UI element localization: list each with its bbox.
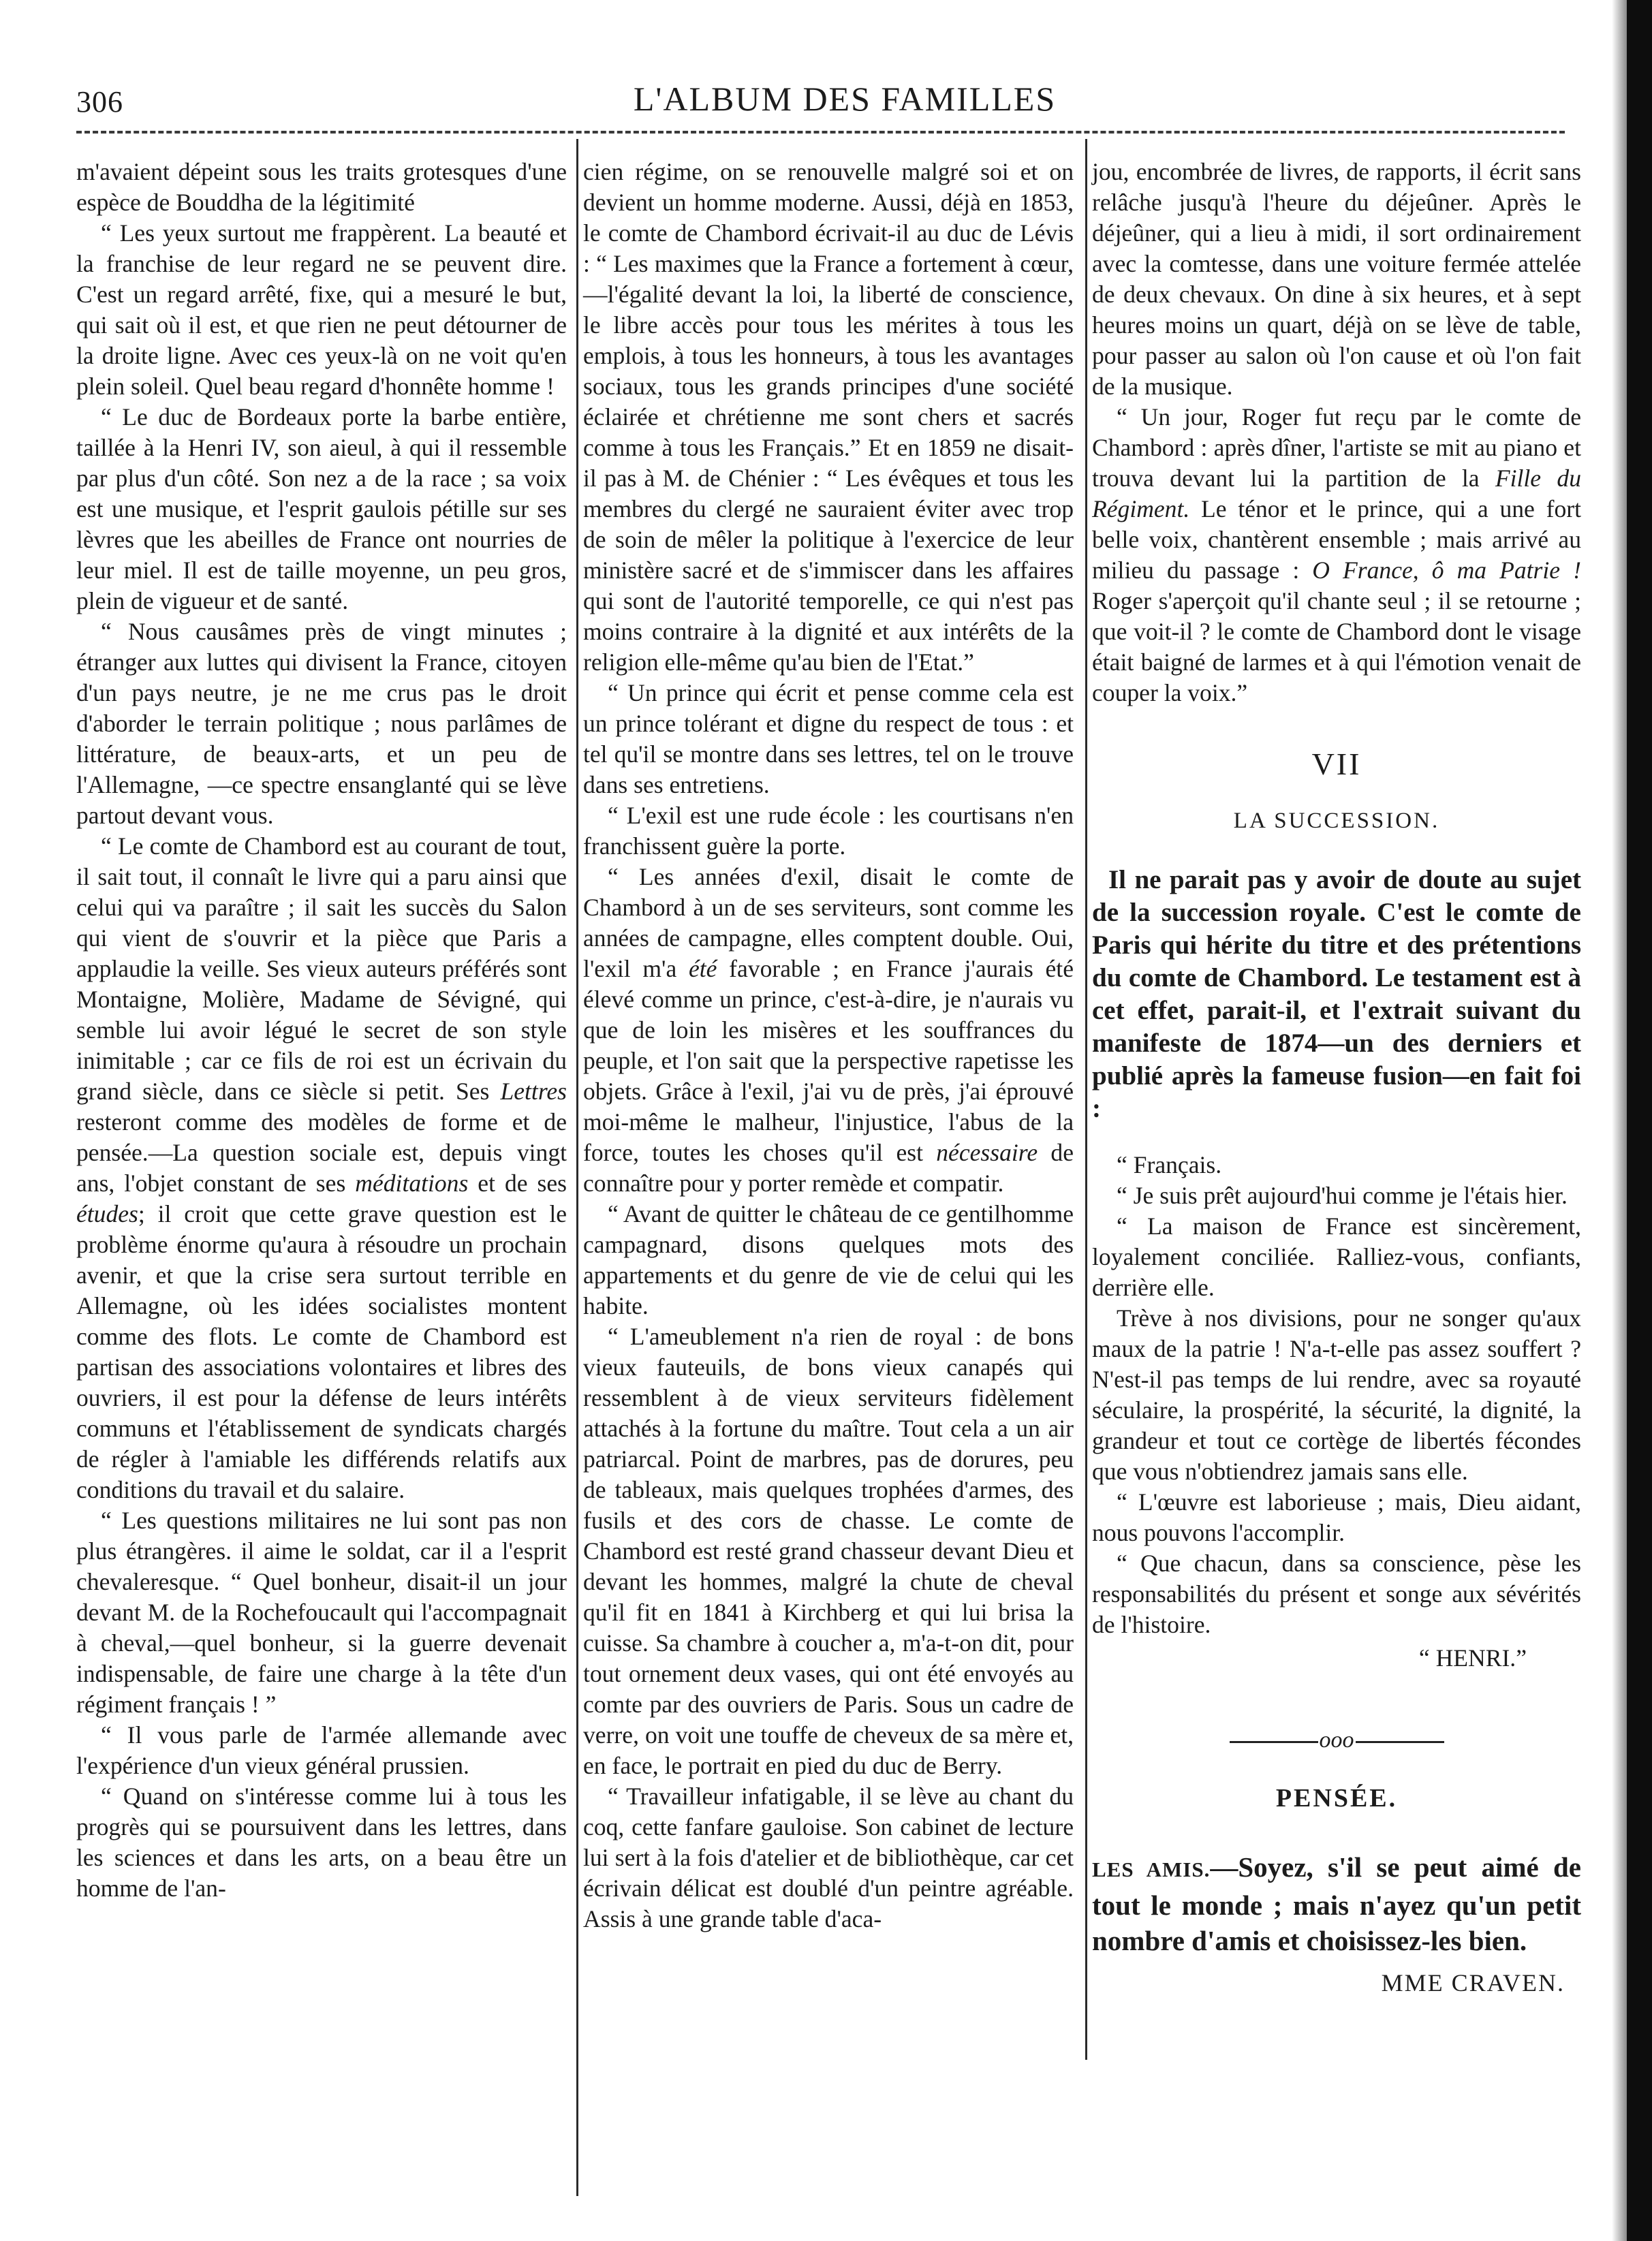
paragraph: “ Un prince qui écrit et pense comme cela est un prince tolérant et digne du respect de tous : et tel qu'il se montre dans ses lettres, tel on le trouve dans ses entretiens. <box>583 679 1074 798</box>
text-run: et de ses <box>478 1170 567 1197</box>
paragraph: “ L'ameublement n'a rien de royal : de bons vieux fauteuils, de bons vieux canapés qui ressemblent à de vieux serviteurs fidèlement attachés à la fortune du maître. Tout cela a un air patriarcal. Point de marbres, pas de dorures, peu de tableaux, mais quelques trophées d'armes, des fusils et des cors de chasse. Le comte de Chambord est resté grand chasseur devant Dieu et devant les hommes, malgré la chute de cheval qu'il fit en 1841 à Kirchberg et qui lui brisa la cuisse. Sa chambre à coucher a, m'a-t-on dit, pour tout ornement deux vases, qui ont été envoyés au comte par des ouvriers de Paris. Sous un cadre de verre, on voit une touffe de cheveux de sa mère et, en face, le portrait en pied du duc de Berry. <box>583 1323 1074 1779</box>
page-number: 306 <box>76 85 123 119</box>
separator-line <box>1230 1741 1318 1743</box>
paragraph <box>583 862 1074 1199</box>
italic-text: nécessaire <box>936 1139 1038 1166</box>
header-rule <box>76 131 1565 134</box>
paragraph: “ Il vous parle de l'armée allemande avec l'expérience d'un vieux général prussien. <box>76 1721 567 1779</box>
italic-text: été <box>688 955 717 982</box>
paragraph: jou, encombrée de livres, de rapports, il écrit sans relâche jusqu'à l'heure du déjeûner. Après le déjeûner, qui a lieu à midi, il sort ordinairement avec la comtesse, dans une voiture fermée attelée de deux chevaux. On dine à six heures, et à sept heures moins un quart, déjà on se lève de table, pour passer au salon où l'on cause et où l'on fait de la musique. <box>1092 158 1581 400</box>
italic-text: Lettres <box>500 1078 567 1105</box>
paragraph: “ Quand on s'intéresse comme lui à tous les progrès qui se poursuivent dans les lettres, dans les sciences et dans les arts, on a beau être un homme de l'an- <box>76 1783 567 1902</box>
paragraph: “ Avant de quitter le château de ce gentilhomme campagnard, disons quelques mots des appartements et du genre de vie de celui qui les habite. <box>583 1200 1074 1319</box>
text-run: “ Les années d'exil, disait le comte de Chambord à un de ses serviteurs, sont comme les années de campagne, elles comptent double. Oui, l'exil m'a <box>583 863 1074 982</box>
pensee-author: MME CRAVEN. <box>1381 1969 1565 1996</box>
paragraph: “ Le duc de Bordeaux porte la barbe entière, taillée à la Henri IV, son aieul, à qui il ressemble par plus d'un côté. Son nez a de la race ; sa voix est une musique, et l'esprit gaulois pétille sur ses lèvres que les abeilles de France ont nourries de leur miel. Il est de taille moyenne, un peu gros, plein de vigueur et de santé. <box>76 403 567 614</box>
paragraph: “ Travailleur infatigable, il se lève au chant du coq, cette fanfare gauloise. Son cabinet de lecture lui sert à la fois d'atelier et de bibliothèque, car cet écrivain délicat est doublé d'un peintre agréable. Assis à une grande table d'aca- <box>583 1783 1074 1932</box>
binding-edge <box>1627 0 1652 2241</box>
quote-paragraph: “ La maison de France est sincèrement, loyalement conciliée. Ralliez-vous, confiants, derrière elle. <box>1092 1212 1581 1301</box>
separator <box>1092 1727 1581 1754</box>
pensee-text <box>1092 1849 1581 1958</box>
italic-text: Fille du Régiment. <box>1092 465 1581 522</box>
paragraph: cien régime, on se renouvelle malgré soi et on devient un homme moderne. Aussi, déjà en 1853, le comte de Chambord écrivait-il au duc de Lévis : “ Les maximes que la France a fortement à cœur,—l'égalité devant la loi, la liberté de conscience, le libre accès pour tous les mérites à tous les emplois, à tous les honneurs, à tous les avantages sociaux, tous les grands principes d'une société éclairée et chrétienne me sont chers et sacrés comme à tous les Français.” Et en 1859 ne disait-il pas à M. de Chénier : “ Les évêques et tous les membres du clergé ne sauraient éviter avec trop de soin de mêler la politique à l'exercice de leur ministère sacré et de s'immiscer dans les affaires qui sont de l'autorité temporelle, ce qui n'est pas moins contraire à la dignité et aux intérêts de la religion elle-même qu'au bien de l'Etat.” <box>583 158 1074 676</box>
running-title: L'ALBUM DES FAMILLES <box>633 80 1057 118</box>
text-run: Roger s'aperçoit qu'il chante seul ; il se retourne ; que voit-il ? le comte de Chambord dont le visage était baigné de larmes et à qui l'émotion venait de couper la voix.” <box>1092 587 1581 706</box>
italic-text: O France, ô ma Patrie ! <box>1312 557 1581 584</box>
column-2 <box>583 157 1074 1934</box>
paragraph <box>76 831 567 1505</box>
quote-paragraph: Trève à nos divisions, pour ne songer qu'aux maux de la patrie ! N'a-t-elle pas assez souffert ? N'est-il pas temps de lui rendre, avec sa royauté séculaire, la prospérité, la sécurité, la dignité, la grandeur et tout ce cortège de libertés fécondes que vous n'obtiendrez jamais sans elle. <box>1092 1304 1581 1485</box>
signature: “ HENRI.” <box>1418 1644 1527 1672</box>
section-number: VII <box>1311 747 1362 781</box>
paragraph: “ Les yeux surtout me frappèrent. La beauté et la franchise de leur regard ne se peuvent dire. C'est un regard arrêté, fixe, qui a mesuré le but, qui sait où il est, et que rien ne peut détourner de la droite ligne. Avec ces yeux-là on ne voit qu'en plein soleil. Quel beau regard d'honnête homme ! <box>76 219 567 400</box>
column-3 <box>1092 157 1581 1999</box>
separator-line <box>1356 1741 1444 1743</box>
text-run: “ Un jour, Roger fut reçu par le comte de Chambord : après dîner, l'artiste se mit au piano et trouva devant lui la partition de la <box>1092 403 1581 492</box>
quote-paragraph: “ L'œuvre est laborieuse ; mais, Dieu aidant, nous pouvons l'accomplir. <box>1092 1488 1581 1546</box>
pensee-title: PENSÉE. <box>1275 1784 1398 1813</box>
column-rule-right <box>1085 139 1087 2060</box>
text-run: “ Le comte de Chambord est au courant de tout, il sait tout, il connaît le livre qui a paru ainsi que celui qui va paraître ; il sait les succès du Salon qui vient de s'ouvrir et la pièce que Paris a applaudie la veille. Ses vieux auteurs préférés sont Montaigne, Molière, Madame de Sévigné, qui semble lui avoir légué le secret de son style inimitable ; car ce fils de roi est un écrivain du grand siècle, dans ce siècle si petit. Ses <box>76 832 567 1105</box>
text-run: favorable ; en France j'aurais été élevé comme un prince, c'est-à-dire, je n'aurais vu que de loin les misères et les souffrances du peuple, et l'on sait que la perspective rapetisse les objets. Grâce à l'exil, j'ai vu de près, j'ai éprouvé moi-même le malheur, l'injustice, l'abus de la force, toutes les choses qu'il est <box>583 955 1074 1166</box>
paragraph: “ Les questions militaires ne lui sont pas non plus étrangères. il aime le soldat, car il a l'esprit chevaleresque. “ Quel bonheur, disait-il un jour devant M. de la Rochefoucault qui l'accompagnait à cheval,—quel bonheur, si la guerre devenait indispensable, de faire une charge à la tête d'un régiment français ! ” <box>76 1507 567 1718</box>
quote-paragraph: “ Français. <box>1117 1151 1222 1178</box>
italic-text: études <box>76 1200 138 1227</box>
binding-shadow <box>1612 0 1627 2241</box>
italic-text: méditations <box>355 1170 469 1197</box>
paragraph: “ L'exil est une rude école : les courtisans n'en franchissent guère la porte. <box>583 802 1074 860</box>
column-rule-left <box>576 139 578 2196</box>
separator-ornament: ooo <box>1319 1727 1354 1753</box>
paragraph: m'avaient dépeint sous les traits grotesques d'une espèce de Bouddha de la légitimité <box>76 158 567 216</box>
text-run: ; il croit que cette grave question est le problème énorme qu'aura à résoudre un prochain avenir, et que la crise sera surtout terrible en Allemagne, où les idées socialistes montent comme des flots. Le comte de Chambord est partisan des associations volontaires et libres des ouvriers, il est pour la défense de leurs intérêts communs et l'établissement de syndicats chargés de régler à l'amiable les différends relatifs aux conditions du travail et du salaire. <box>76 1200 567 1503</box>
paragraph: “ Nous causâmes près de vingt minutes ; étranger aux luttes qui divisent la France, citoyen d'un pays neutre, je ne me crus pas le droit d'aborder le terrain politique ; nous parlâmes de littérature, de beaux-arts, et un peu de l'Allemagne, —ce spectre ensanglanté qui se lève partout devant vous. <box>76 618 567 829</box>
column-1 <box>76 157 567 1904</box>
pensee-lead: LES AMIS. <box>1092 1858 1211 1881</box>
text-run: de connaître pour y porter remède et compatir. <box>583 1139 1074 1197</box>
quote-paragraph: “ Je suis prêt aujourd'hui comme je l'étais hier. <box>1117 1182 1568 1209</box>
pensee-body: —Soyez, s'il se peut aimé de tout le monde ; mais n'ayez qu'un petit nombre d'amis et choisissez-les bien. <box>1092 1851 1581 1956</box>
text-run: resteront comme des modèles de forme et de pensée.—La question sociale est, depuis vingt ans, l'objet constant de ses <box>76 1108 567 1197</box>
section-title: LA SUCCESSION. <box>1233 809 1440 833</box>
text-run: Le ténor et le prince, qui a une fort belle voix, chantèrent ensemble ; mais arrivé au milieu du passage : <box>1092 495 1581 584</box>
section-lead: Il ne parait pas y avoir de doute au sujet de la succession royale. C'est le comte de Paris qui hérite du titre et des prétentions du comte de Chambord. Le testament est à cet effet, parait-il, et l'extrait suivant du manifeste de 1874—un des derniers et publié après la fameuse fusion—en fait foi : <box>1092 865 1581 1123</box>
quote-paragraph: “ Que chacun, dans sa conscience, pèse les responsabilités du présent et songe aux sévérités de l'histoire. <box>1092 1550 1581 1638</box>
paragraph <box>1092 402 1581 708</box>
